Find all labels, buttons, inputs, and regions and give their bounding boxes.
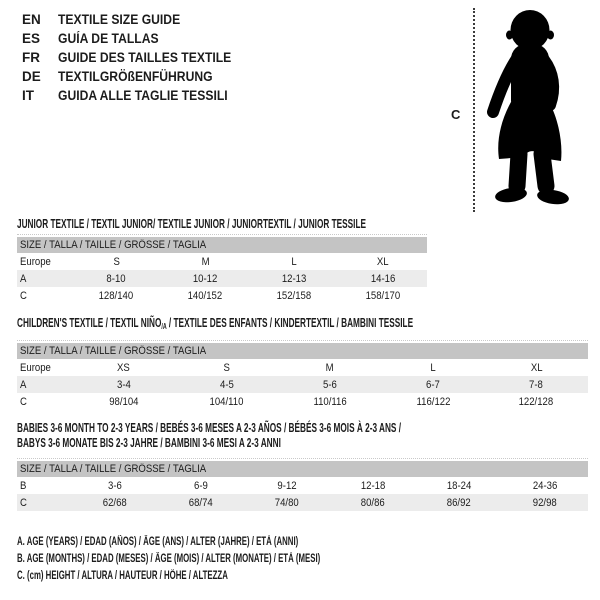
size-cell: 74/80	[275, 496, 299, 509]
lang-code: ES	[22, 31, 41, 46]
lang-title: GUIDE DES TAILLES TEXTILE	[58, 50, 232, 65]
size-cell: 18-24	[446, 479, 472, 492]
size-cell: M	[325, 361, 334, 374]
size-header-bar	[17, 461, 588, 477]
table-top-rule	[17, 340, 588, 341]
babies-table-title: BABIES 3-6 MONTH TO 2-3 YEARS / BEBÉS 3-6 MESES A 2-3 AÑOS / BÉBÉS 3-6 MOIS À 2-3 ANS / BABYS 3-6 MONATE BIS 2-3 JAHRE / BAMBINI 3-6 MESI A 2-3 ANNI	[17, 421, 402, 450]
size-cell: 24-36	[532, 479, 558, 492]
size-cell: 12-13	[281, 272, 307, 285]
size-cell: XS	[117, 361, 130, 374]
size-cell: 3-6	[108, 479, 122, 492]
row-label: B	[20, 479, 27, 492]
row-label: C	[20, 496, 27, 509]
children-size-table	[17, 343, 588, 410]
size-cell: 92/98	[533, 496, 557, 509]
size-cell: 104/110	[209, 395, 244, 408]
size-cell: 62/68	[103, 496, 127, 509]
table-top-rule	[17, 458, 588, 459]
footnotes	[17, 536, 463, 587]
size-cell: 68/74	[189, 496, 213, 509]
size-header-label: SIZE / TALLA / TAILLE / GRÖSSE / TAGLIA	[20, 239, 207, 251]
babies-table-section	[17, 458, 588, 511]
lang-row-fr	[22, 48, 251, 67]
size-cell: XL	[376, 255, 389, 268]
size-cell: S	[223, 361, 230, 374]
children-table-section	[17, 340, 588, 410]
language-title-list	[22, 10, 251, 105]
size-cell: 14-16	[370, 272, 395, 285]
table-row	[17, 393, 588, 410]
height-c-label: C	[451, 107, 461, 122]
footnote-c: C. (cm) HEIGHT / ALTURA / HAUTEUR / HÖHE / ALTEZZA	[17, 570, 228, 582]
size-cell: 3-4	[116, 378, 131, 391]
lang-title: GUIDA ALLE TAGLIE TESSILI	[58, 88, 228, 103]
row-label: A	[20, 378, 27, 391]
size-header-label: SIZE / TALLA / TAILLE / GRÖSSE / TAGLIA	[20, 463, 207, 475]
size-header-label: SIZE / TALLA / TAILLE / GRÖSSE / TAGLIA	[20, 345, 207, 357]
size-cell: 152/158	[276, 289, 312, 302]
row-label: C	[20, 395, 27, 408]
size-cell: 140/152	[187, 289, 223, 302]
lang-row-de	[22, 67, 251, 86]
size-cell: L	[291, 255, 297, 268]
lang-title: TEXTILGRÖßENFÜHRUNG	[58, 69, 213, 84]
junior-table-title: JUNIOR TEXTILE / TEXTIL JUNIOR/ TEXTILE JUNIOR / JUNIORTEXTIL / JUNIOR TESSILE	[17, 217, 366, 231]
lang-code: DE	[22, 69, 41, 84]
size-cell: 6-9	[194, 479, 208, 492]
size-cell: M	[201, 255, 210, 268]
lang-row-en	[22, 10, 251, 29]
table-row	[17, 287, 427, 304]
row-label: Europe	[20, 255, 51, 268]
baby-silhouette-icon	[486, 6, 598, 213]
height-dotted-line	[473, 8, 475, 212]
table-row	[17, 253, 427, 270]
size-cell: 158/170	[365, 289, 400, 302]
lang-row-it	[22, 86, 251, 105]
lang-code: IT	[22, 88, 34, 103]
row-label: C	[20, 289, 27, 302]
size-cell: 6-7	[426, 378, 441, 391]
children-table-title: CHILDREN'S TEXTILE / TEXTIL NIÑO/A / TEXTILE DES ENFANTS / KINDERTEXTIL / BAMBINI TESSILE	[17, 316, 414, 331]
size-header-bar	[17, 343, 588, 359]
size-cell: 116/122	[416, 395, 451, 408]
size-cell: 8-10	[106, 272, 126, 285]
lang-title: GUÍA DE TALLAS	[58, 31, 159, 46]
row-label: A	[20, 272, 27, 285]
size-header-bar	[17, 237, 427, 253]
size-cell: 122/128	[519, 395, 554, 408]
row-label: Europe	[20, 361, 51, 374]
size-cell: 110/116	[313, 395, 347, 408]
table-row	[17, 359, 588, 376]
size-cell: 10-12	[192, 272, 218, 285]
baby-silhouette-svg	[486, 6, 598, 208]
size-cell: XL	[530, 361, 543, 374]
size-cell: 12-18	[360, 479, 386, 492]
size-cell: 80/86	[361, 496, 385, 509]
table-row	[17, 376, 588, 393]
junior-size-table	[17, 237, 427, 304]
size-cell: 86/92	[447, 496, 471, 509]
table-row	[17, 477, 588, 494]
table-top-rule	[17, 234, 427, 235]
size-cell: L	[430, 361, 436, 374]
lang-code: EN	[22, 12, 41, 27]
footnote-b: B. AGE (MONTHS) / EDAD (MESES) / ÂGE (MOIS) / ALTER (MONATE) / ETÀ (MESI)	[17, 553, 321, 565]
size-cell: 9-12	[277, 479, 297, 492]
lang-title: TEXTILE SIZE GUIDE	[58, 12, 181, 27]
table-row	[17, 494, 588, 511]
size-cell: 5-6	[323, 378, 337, 391]
table-row	[17, 270, 427, 287]
junior-table-section	[17, 234, 427, 304]
size-cell: 7-8	[529, 378, 544, 391]
footnote-a: A. AGE (YEARS) / EDAD (AÑOS) / ÂGE (ANS) / ALTER (JAHRE) / ETÀ (ANNI)	[17, 536, 299, 548]
lang-row-es	[22, 29, 251, 48]
size-cell: 98/104	[108, 395, 139, 408]
size-cell: S	[113, 255, 120, 268]
babies-size-table	[17, 461, 588, 511]
size-cell: 4-5	[219, 378, 234, 391]
lang-code: FR	[22, 50, 40, 65]
size-cell: 128/140	[99, 289, 134, 302]
